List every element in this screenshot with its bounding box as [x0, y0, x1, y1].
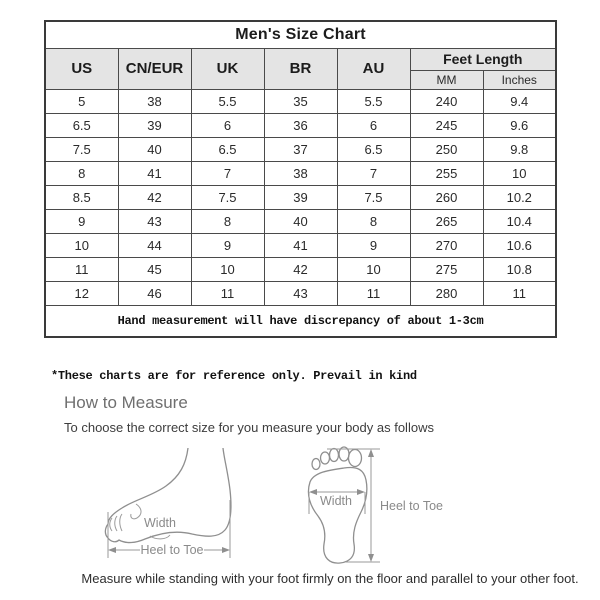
table-cell: 9 — [45, 209, 118, 233]
table-cell: 7 — [337, 161, 410, 185]
col-header-uk: UK — [191, 48, 264, 89]
table-row — [45, 89, 556, 113]
table-row — [45, 233, 556, 257]
side-heel-toe-label: Heel to Toe — [140, 543, 204, 557]
table-footer-row — [45, 305, 556, 337]
table-cell: 40 — [118, 137, 191, 161]
table-cell: 6.5 — [191, 137, 264, 161]
table-cell: 44 — [118, 233, 191, 257]
col-header-cn-eur: CN/EUR — [118, 48, 191, 89]
arrowhead-down — [368, 554, 374, 562]
table-cell: 275 — [410, 257, 483, 281]
table-cell: 42 — [118, 185, 191, 209]
table-cell: 10 — [483, 161, 556, 185]
top-width-label: Width — [320, 494, 352, 508]
table-cell: 280 — [410, 281, 483, 305]
table-cell: 41 — [118, 161, 191, 185]
table-cell: 11 — [483, 281, 556, 305]
table-cell: 9 — [191, 233, 264, 257]
table-title-row — [45, 21, 556, 48]
col-header-mm: MM — [410, 70, 483, 89]
table-cell: 260 — [410, 185, 483, 209]
table-cell: 245 — [410, 113, 483, 137]
table-cell: 12 — [45, 281, 118, 305]
arrowhead-right — [222, 547, 230, 553]
toe-2 — [321, 452, 330, 464]
how-to-measure-subheading: To choose the correct size for you measure your body as follows — [64, 420, 434, 435]
table-cell: 7.5 — [191, 185, 264, 209]
table-cell: 43 — [118, 209, 191, 233]
table-row — [45, 281, 556, 305]
table-cell: 5.5 — [191, 89, 264, 113]
table-row — [45, 209, 556, 233]
table-cell: 10.4 — [483, 209, 556, 233]
table-title: Men's Size Chart — [45, 21, 556, 48]
table-cell: 6 — [191, 113, 264, 137]
instep-curl — [131, 504, 141, 519]
table-cell: 9.8 — [483, 137, 556, 161]
table-cell: 6.5 — [337, 137, 410, 161]
table-cell: 10 — [337, 257, 410, 281]
col-header-feet-length: Feet Length — [410, 48, 556, 70]
width-arrowhead-left — [309, 489, 317, 495]
table-cell: 39 — [118, 113, 191, 137]
measure-bottom-note: Measure while standing with your foot firmly on the floor and parallel to your other foot. — [81, 571, 579, 586]
table-cell: 8 — [337, 209, 410, 233]
table-cell: 10.2 — [483, 185, 556, 209]
big-toe — [349, 450, 362, 467]
arrowhead-left — [108, 547, 116, 553]
table-cell: 8.5 — [45, 185, 118, 209]
table-cell: 10 — [45, 233, 118, 257]
table-cell: 7.5 — [45, 137, 118, 161]
table-footer-note: Hand measurement will have discrepancy of about 1-3cm — [45, 305, 556, 337]
toe-3 — [330, 449, 339, 462]
table-cell: 41 — [264, 233, 337, 257]
table-cell: 10 — [191, 257, 264, 281]
toe-1 — [312, 459, 320, 470]
how-to-measure-heading: How to Measure — [64, 393, 188, 412]
top-heel-toe-label: Heel to Toe — [380, 499, 444, 513]
table-cell: 270 — [410, 233, 483, 257]
table-cell: 11 — [45, 257, 118, 281]
table-cell: 9.6 — [483, 113, 556, 137]
table-cell: 250 — [410, 137, 483, 161]
reference-note: *These charts are for reference only. Prevail in kind — [51, 369, 417, 383]
table-cell: 9.4 — [483, 89, 556, 113]
table-cell: 45 — [118, 257, 191, 281]
table-cell: 6 — [337, 113, 410, 137]
col-header-au: AU — [337, 48, 410, 89]
table-cell: 8 — [191, 209, 264, 233]
sole-outline — [308, 468, 367, 564]
table-cell: 9 — [337, 233, 410, 257]
table-cell: 11 — [191, 281, 264, 305]
table-cell: 43 — [264, 281, 337, 305]
table-cell: 39 — [264, 185, 337, 209]
foot-side-view-diagram — [100, 448, 250, 566]
size-chart-table — [44, 20, 557, 338]
table-cell: 7.5 — [337, 185, 410, 209]
table-cell: 6.5 — [45, 113, 118, 137]
side-width-label: Width — [144, 516, 176, 530]
table-cell: 10.8 — [483, 257, 556, 281]
table-cell: 7 — [191, 161, 264, 185]
table-cell: 38 — [264, 161, 337, 185]
table-cell: 37 — [264, 137, 337, 161]
table-cell: 35 — [264, 89, 337, 113]
table-cell: 36 — [264, 113, 337, 137]
table-row — [45, 113, 556, 137]
table-cell: 8 — [45, 161, 118, 185]
foot-top-view-diagram — [300, 446, 470, 568]
arrowhead-up — [368, 449, 374, 457]
table-row — [45, 257, 556, 281]
table-cell: 11 — [337, 281, 410, 305]
table-cell: 255 — [410, 161, 483, 185]
table-row — [45, 137, 556, 161]
table-row — [45, 185, 556, 209]
table-cell: 10.6 — [483, 233, 556, 257]
col-header-inches: Inches — [483, 70, 556, 89]
width-arrowhead-right — [357, 489, 365, 495]
table-header-row — [45, 48, 556, 70]
table-cell: 5 — [45, 89, 118, 113]
table-row — [45, 161, 556, 185]
table-cell: 46 — [118, 281, 191, 305]
col-header-us: US — [45, 48, 118, 89]
table-cell: 42 — [264, 257, 337, 281]
col-header-br: BR — [264, 48, 337, 89]
table-cell: 40 — [264, 209, 337, 233]
table-cell: 265 — [410, 209, 483, 233]
size-table-body — [45, 89, 556, 305]
table-cell: 5.5 — [337, 89, 410, 113]
table-cell: 38 — [118, 89, 191, 113]
table-cell: 240 — [410, 89, 483, 113]
